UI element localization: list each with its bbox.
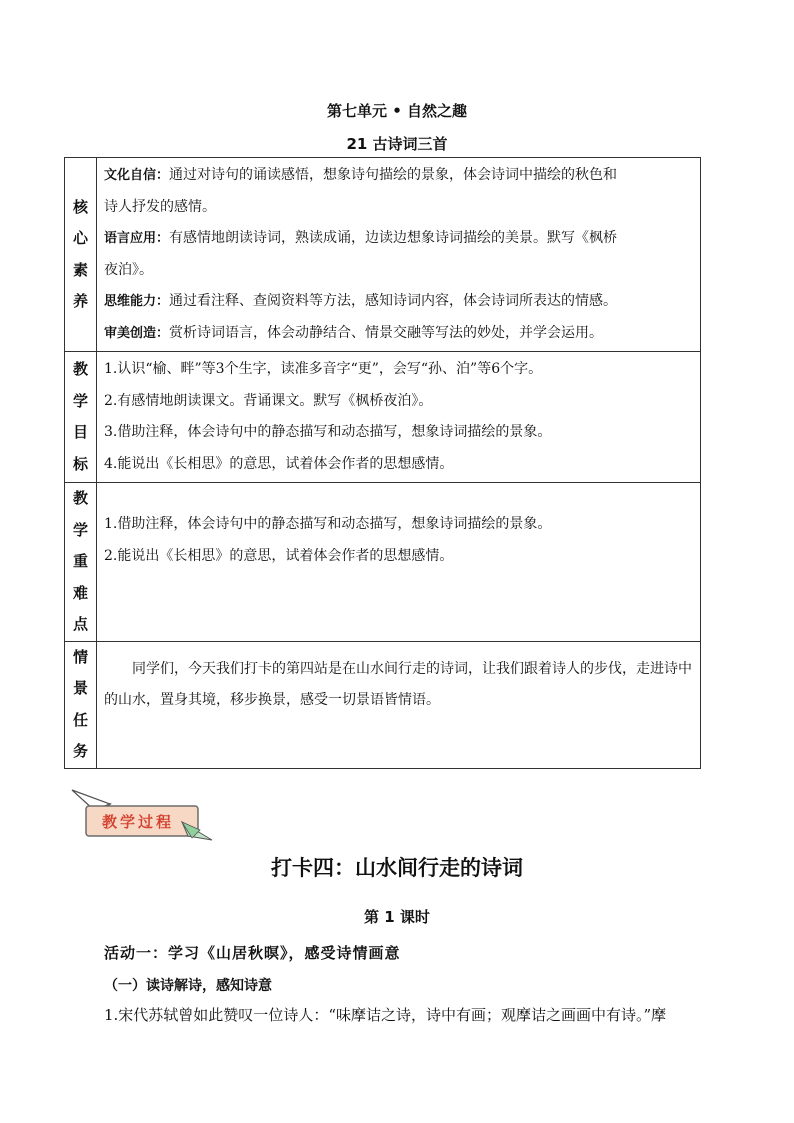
goal-item: 2.有感情地朗读课文。背诵课文。默写《枫桥夜泊》。 [104,392,433,409]
teaching-goals-content [97,352,701,483]
key-point-item: 1.借助注释，体会诗句中的静态描写和动态描写，想象诗词描绘的景象。 [104,516,552,532]
lesson-title: 21 古诗词三首 [346,135,448,153]
goal-item: 3.借助注释，体会诗句中的静态描写和动态描写，想象诗词描绘的景象。 [104,424,552,440]
badge-label: 教学过程 [101,813,175,831]
scenario-task-row [65,641,701,768]
lesson-info-table [64,157,701,769]
key-point-item: 2.能说出《长相思》的意思，试着体会作者的思想感情。 [104,547,454,564]
key-points-label: 教 学 重 难 点 [65,483,97,642]
core-literacy-content: 文化自信：通过对诗句的诵读感悟，想象诗句描绘的景象，体会诗词中描绘的秋色和 诗人抒发的感情。 语言应用：有感情地朗读诗词，熟读成诵，边读边想象诗词描绘的美景。默写《枫桥 夜泊》。 思维能力：通过看注释、查阅资料等方法，感知诗词内容，体会诗词所表达的情感。 审美创造：赏析诗词语言，体会动静结合、情景交融等写法的妙处，并学会运用。 [97,158,701,352]
scenario-task-content [97,641,701,768]
goal-item: 1.认识“榆、畔”等3个生字，读准多音字“更”，会写“孙、泊”等6个字。 [104,361,543,377]
paper-plane-icon [70,786,215,846]
key-points-content [97,483,701,642]
scenario-task-text: 同学们，今天我们打卡的第四站是在山水间行走的诗词，让我们跟着诗人的步伐，走进诗中的山水，置身其境，移步换景，感受一切景语皆情语。 [104,660,692,708]
core-literacy-label: 核 心 素 养 [65,158,97,352]
goal-item: 4.能说出《长相思》的意思，试着体会作者的思想感情。 [104,455,454,472]
core-item-culture: 文化自信：通过对诗句的诵读感悟，想象诗句描绘的景象，体会诗词中描绘的秋色和 [104,167,618,183]
key-points-row [65,483,701,642]
period-label: 第 1 课时 [364,908,430,926]
activity-title: 活动一：学习《山居秋暝》，感受诗情画意 [104,944,401,962]
teaching-process-badge [70,786,215,846]
core-item-thinking: 思维能力：通过看注释、查阅资料等方法，感知诗词内容，体会诗词所表达的情感。 [104,293,618,309]
question-text: 1.宋代苏轼曾如此赞叹一位诗人：“味摩诘之诗，诗中有画；观摩诘之画画中有诗。”摩 [104,1006,667,1024]
unit-title: 第七单元 • 自然之趣 [326,102,468,120]
core-literacy-row [65,158,701,352]
teaching-goals-label: 教 学 目 标 [65,352,97,483]
core-item-aesthetic: 审美创造：赏析诗词语言，体会动静结合、情景交融等写法的妙处，并学会运用。 [104,324,604,341]
section-heading: 打卡四：山水间行走的诗词 [271,856,523,880]
core-item-language: 语言应用：有感情地朗读诗词，熟读成诵，边读边想象诗词描绘的美景。默写《枫桥 [104,230,618,246]
scenario-task-label: 情 景 任 务 [65,641,97,768]
teaching-goals-row [65,352,701,483]
subsection-title: （一）读诗解诗，感知诗意 [104,978,272,994]
